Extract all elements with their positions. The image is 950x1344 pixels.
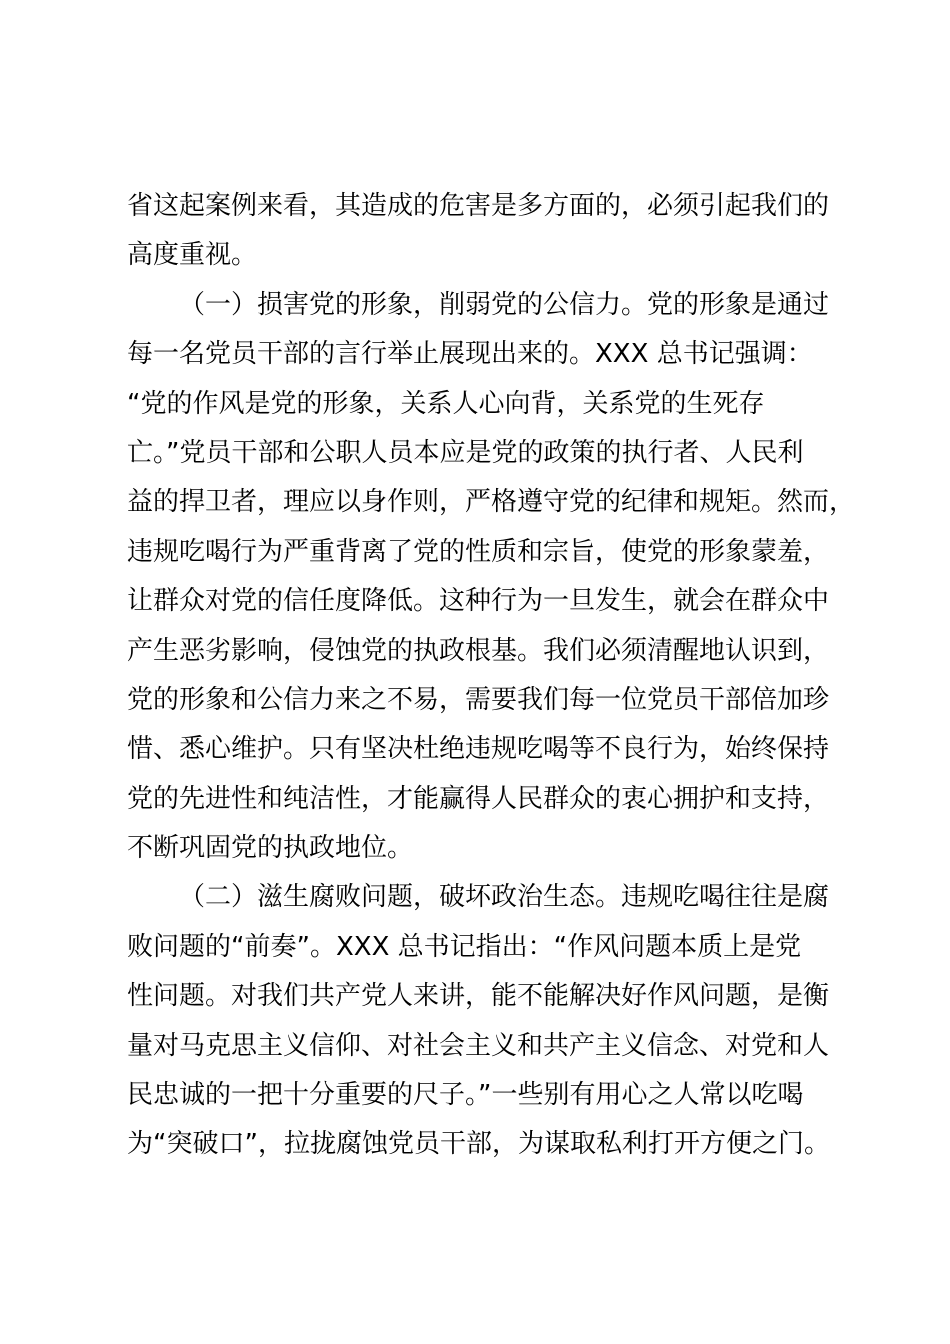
text-line: 党的先进性和纯洁性，才能赢得人民群众的衷心拥护和支持， — [127, 783, 830, 814]
text-line: 益的捍卫者，理应以身作则，严格遵守党的纪律和规矩。然而， — [127, 487, 856, 518]
text-line: 高度重视。 — [127, 240, 258, 271]
section-heading-line: （二）滋生腐败问题，破坏政治生态。违规吃喝往往是腐 — [179, 882, 830, 913]
text-line: 党的形象和公信力来之不易，需要我们每一位党员干部倍加珍 — [127, 684, 830, 715]
text-line: 量对马克思主义信仰、对社会主义和共产主义信念、对党和人 — [127, 1030, 830, 1061]
text-line: 违规吃喝行为严重背离了党的性质和宗旨，使党的形象蒙羞， — [127, 536, 830, 567]
text-line: 省这起案例来看，其造成的危害是多方面的，必须引起我们的 — [127, 191, 830, 221]
text-line: 让群众对党的信任度降低。这种行为一旦发生，就会在群众中 — [127, 586, 830, 617]
section-heading-line: （一）损害党的形象，削弱党的公信力。党的形象是通过 — [179, 289, 830, 320]
text-line: 民忠诚的一把十分重要的尺子。”一些别有用心之人常以吃喝 — [127, 1080, 804, 1111]
text-line: 每一名党员干部的言行举止展现出来的。XXX 总书记强调： — [127, 339, 813, 370]
text-line: “党的作风是党的形象，关系人心向背，关系党的生死存 — [127, 388, 765, 419]
text-line: 亡。”党员干部和公职人员本应是党的政策的执行者、人民利 — [127, 437, 804, 468]
text-line: 不断巩固党的执政地位。 — [127, 833, 414, 864]
text-line: 性问题。对我们共产党人来讲，能不能解决好作风问题，是衡 — [127, 981, 830, 1012]
text-line: 为“突破口”，拉拢腐蚀党员干部，为谋取私利打开方便之门。 — [127, 1129, 830, 1160]
body-text — [127, 182, 856, 1170]
text-line: 产生恶劣影响，侵蚀党的执政根基。我们必须清醒地认识到， — [127, 635, 830, 666]
text-line: 惜、悉心维护。只有坚决杜绝违规吃喝等不良行为，始终保持 — [127, 734, 830, 765]
text-line: 败问题的“前奏”。XXX 总书记指出：“作风问题本质上是党 — [127, 931, 802, 962]
